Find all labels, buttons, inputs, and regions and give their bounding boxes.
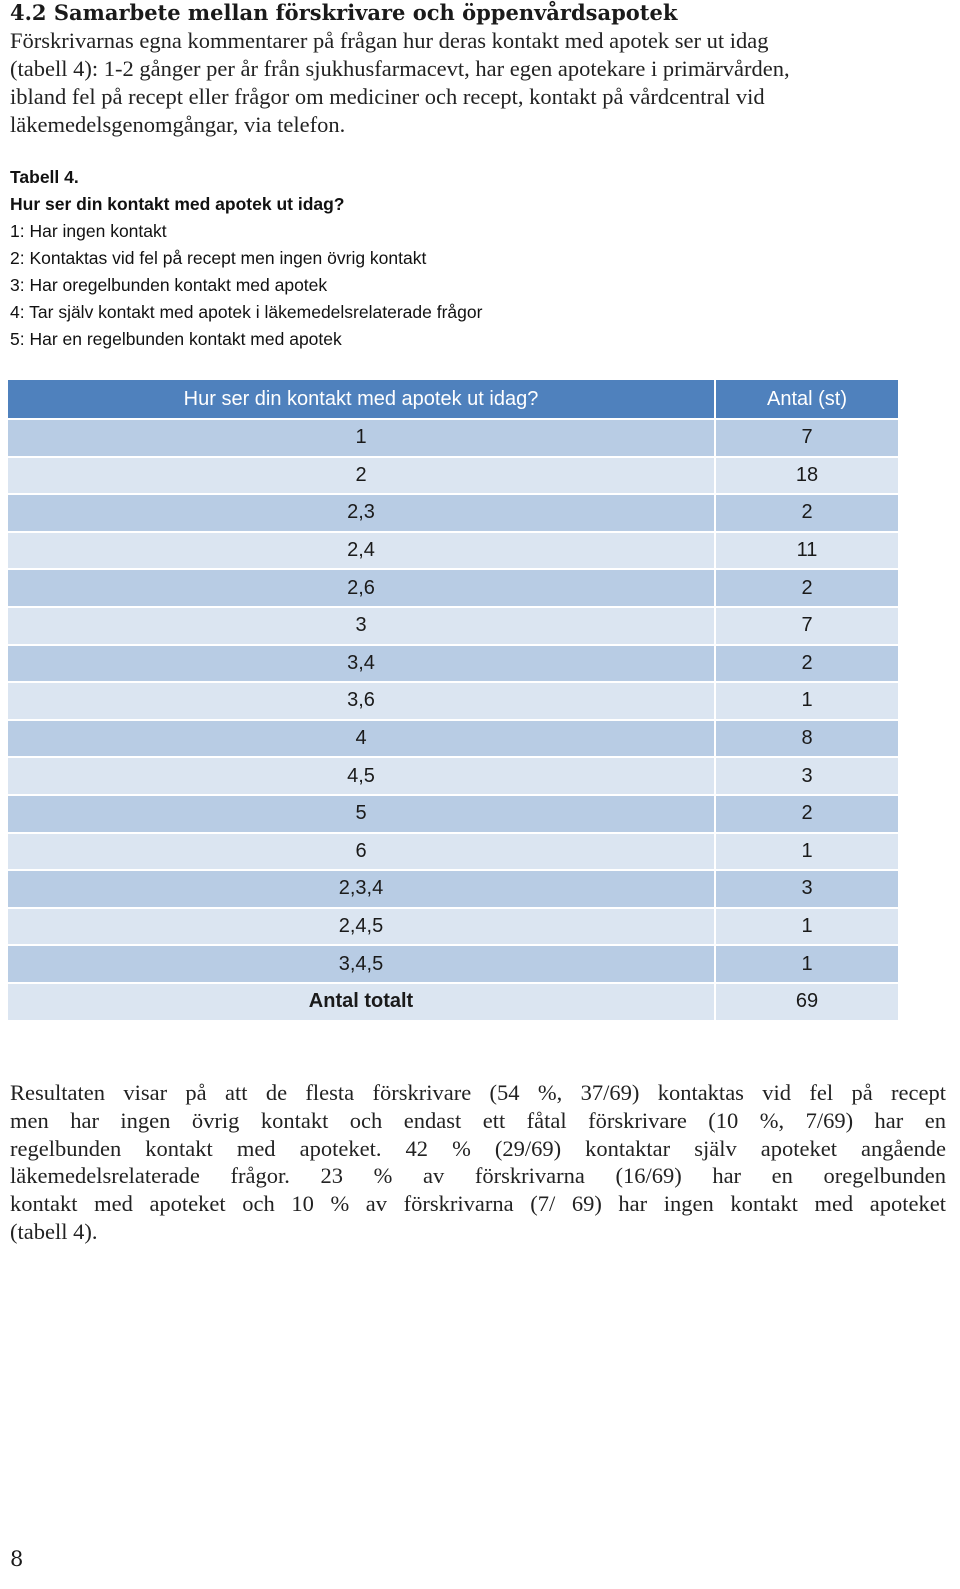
count-cell: 3 [715,870,899,908]
table-row [8,720,899,758]
results-line: läkemedelsrelaterade frågor. 23 % av förskrivarna (16/69) har en oregelbunden [10,1163,946,1189]
section-heading: 4.2 Samarbete mellan förskrivare och öppenvårdsapotek [10,0,678,25]
table-row [8,419,899,457]
count-cell: 7 [715,419,899,457]
total-count-cell: 69 [715,983,899,1021]
legend-item: 2: Kontaktas vid fel på recept men ingen övrig kontakt [10,248,427,268]
intro-line: ibland fel på recept eller frågor om mediciner och recept, kontakt på vårdcentral vid [10,84,765,109]
count-cell: 11 [715,532,899,570]
answer-cell: 2,4 [8,532,715,570]
count-cell: 1 [715,908,899,946]
table-row [8,645,899,683]
answer-cell: 3,4,5 [8,945,715,983]
table-row [8,569,899,607]
count-cell: 18 [715,457,899,495]
table-row [8,870,899,908]
answer-cell: 4,5 [8,757,715,795]
legend-item: 1: Har ingen kontakt [10,221,167,241]
legend-item: 4: Tar själv kontakt med apotek i läkemedelsrelaterade frågor [10,302,483,322]
results-line: (tabell 4). [10,1218,98,1244]
page-number: 8 [10,1547,24,1571]
answer-cell: 4 [8,720,715,758]
answer-cell: 2,6 [8,569,715,607]
legend-item: 5: Har en regelbunden kontakt med apotek [10,329,342,349]
count-cell: 7 [715,607,899,645]
count-cell: 8 [715,720,899,758]
intro-line: (tabell 4): 1-2 gånger per år från sjukhusfarmacevt, har egen apotekare i primärvården, [10,56,790,81]
count-cell: 2 [715,569,899,607]
intro-paragraph [10,27,950,139]
answer-cell: 2,3 [8,494,715,532]
count-cell: 3 [715,757,899,795]
answer-cell: 3 [8,607,715,645]
table-row [8,757,899,795]
table-header-row [8,380,899,419]
column-header-question: Hur ser din kontakt med apotek ut idag? [8,380,715,419]
results-line: regelbunden kontakt med apoteket. 42 % (29/69) kontaktar själv apoteket angående [10,1135,946,1161]
answer-cell: 5 [8,795,715,833]
count-cell: 1 [715,833,899,871]
results-line: Resultaten visar på att de flesta förskrivare (54 %, 37/69) kontaktas vid fel på recept [10,1080,946,1105]
total-label-cell: Antal totalt [8,983,715,1021]
count-cell: 1 [715,682,899,720]
results-line: kontakt med apoteket och 10 % av förskrivarna (7/ 69) har ingen kontakt med apoteket [10,1191,946,1217]
count-cell: 2 [715,795,899,833]
table-row [8,457,899,495]
answer-cell: 6 [8,833,715,871]
table-row [8,682,899,720]
table-row [8,908,899,946]
intro-line: läkemedelsgenomgångar, via telefon. [10,112,346,137]
table-row [8,833,899,871]
results-paragraph [10,1079,946,1246]
table-row [8,945,899,983]
count-cell: 1 [715,945,899,983]
answer-cell: 2 [8,457,715,495]
table-title: Hur ser din kontakt med apotek ut idag? [10,194,345,214]
table-row [8,494,899,532]
count-cell: 2 [715,645,899,683]
answer-cell: 3,6 [8,682,715,720]
answer-cell: 2,3,4 [8,870,715,908]
answer-cell: 1 [8,419,715,457]
table-row [8,607,899,645]
table-row [8,795,899,833]
table-total-row [8,983,899,1021]
column-header-count: Antal (st) [715,380,899,419]
answer-cell: 3,4 [8,645,715,683]
table-row [8,532,899,570]
results-line: men har ingen övrig kontakt och endast ett fåtal förskrivare (10 %, 7/69) har en [10,1107,946,1133]
intro-line: Förskrivarnas egna kommentarer på frågan hur deras kontakt med apotek ser ut idag [10,28,769,53]
contact-table [8,380,900,1022]
count-cell: 2 [715,494,899,532]
legend-item: 3: Har oregelbunden kontakt med apotek [10,275,328,295]
answer-cell: 2,4,5 [8,908,715,946]
table-label: Tabell 4. [10,167,79,187]
